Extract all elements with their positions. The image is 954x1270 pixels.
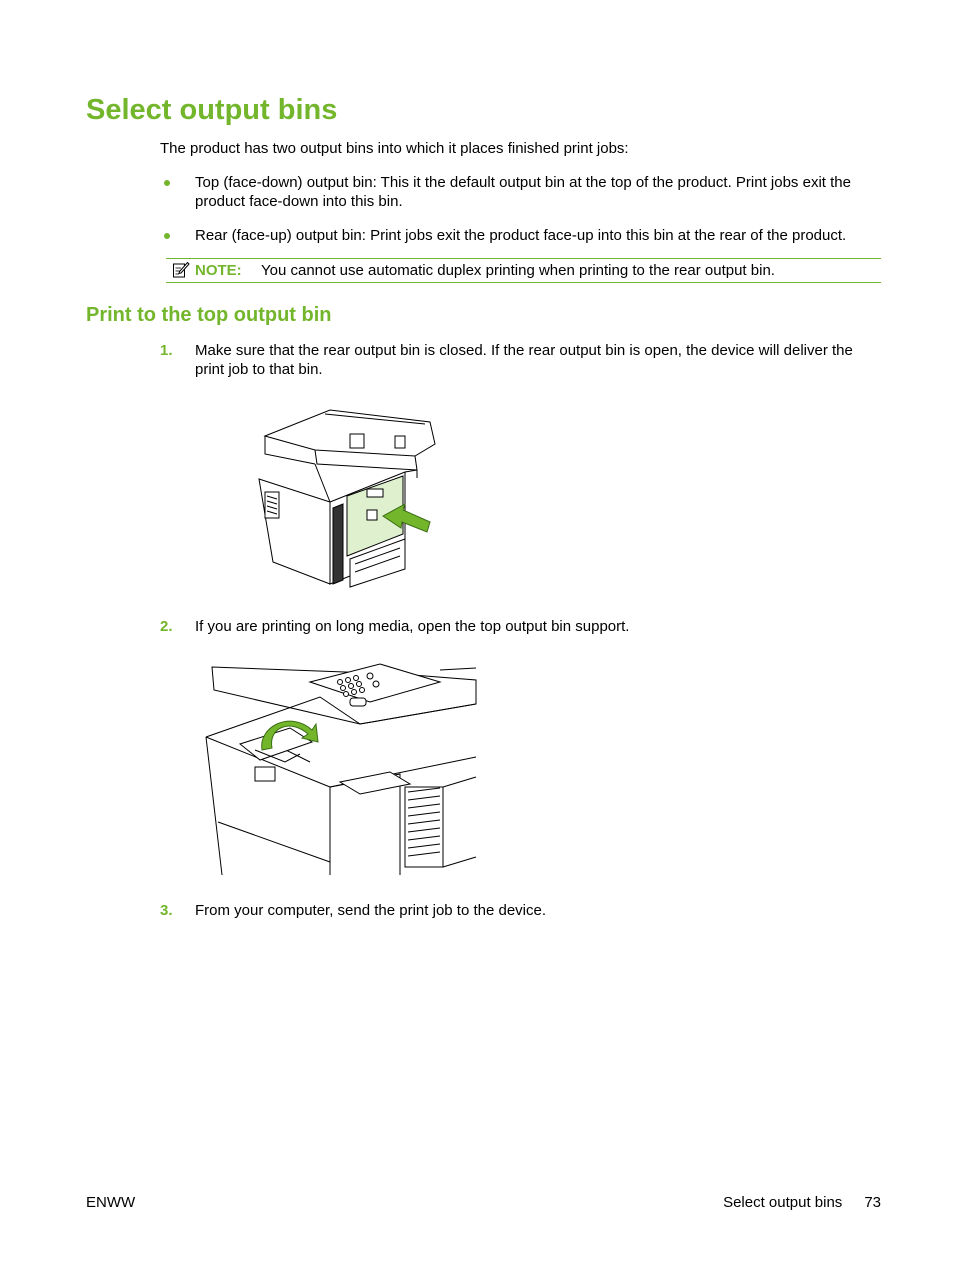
illustration-top-bin-support (200, 662, 478, 877)
step-1-text: Make sure that the rear output bin is closed. If the rear output bin is open, the device will deliver the print job to that bin. (195, 342, 853, 378)
note-box (166, 258, 881, 283)
page-number: 73 (864, 1194, 881, 1211)
section-heading: Print to the top output bin (86, 304, 332, 326)
step-number: 1. (160, 342, 173, 359)
bullet-marker (164, 233, 170, 239)
step-3-text: From your computer, send the print job to the device. (195, 902, 547, 919)
footer-left: ENWW (86, 1194, 136, 1211)
note-pencil-icon (172, 261, 190, 279)
bullet-top-bin: Top (face-down) output bin: This it the default output bin at the top of the product. Print jobs exit the product face-down into this bin. (195, 174, 851, 210)
footer-section: Select output bins (723, 1194, 843, 1211)
note-label: NOTE: (195, 262, 242, 279)
step-number: 2. (160, 618, 173, 635)
step-2-text: If you are printing on long media, open the top output bin support. (195, 618, 630, 635)
note-text: You cannot use automatic duplex printing when printing to the rear output bin. (261, 262, 775, 279)
step-number: 3. (160, 902, 173, 919)
bullet-marker (164, 180, 170, 186)
page-title: Select output bins (86, 94, 338, 126)
footer-right (723, 1193, 881, 1212)
intro-paragraph: The product has two output bins into which it places finished print jobs: (160, 140, 629, 157)
illustration-rear-output-bin (255, 404, 440, 589)
bullet-rear-bin: Rear (face-up) output bin: Print jobs exit the product face-up into this bin at the rear of the product. (195, 227, 847, 244)
